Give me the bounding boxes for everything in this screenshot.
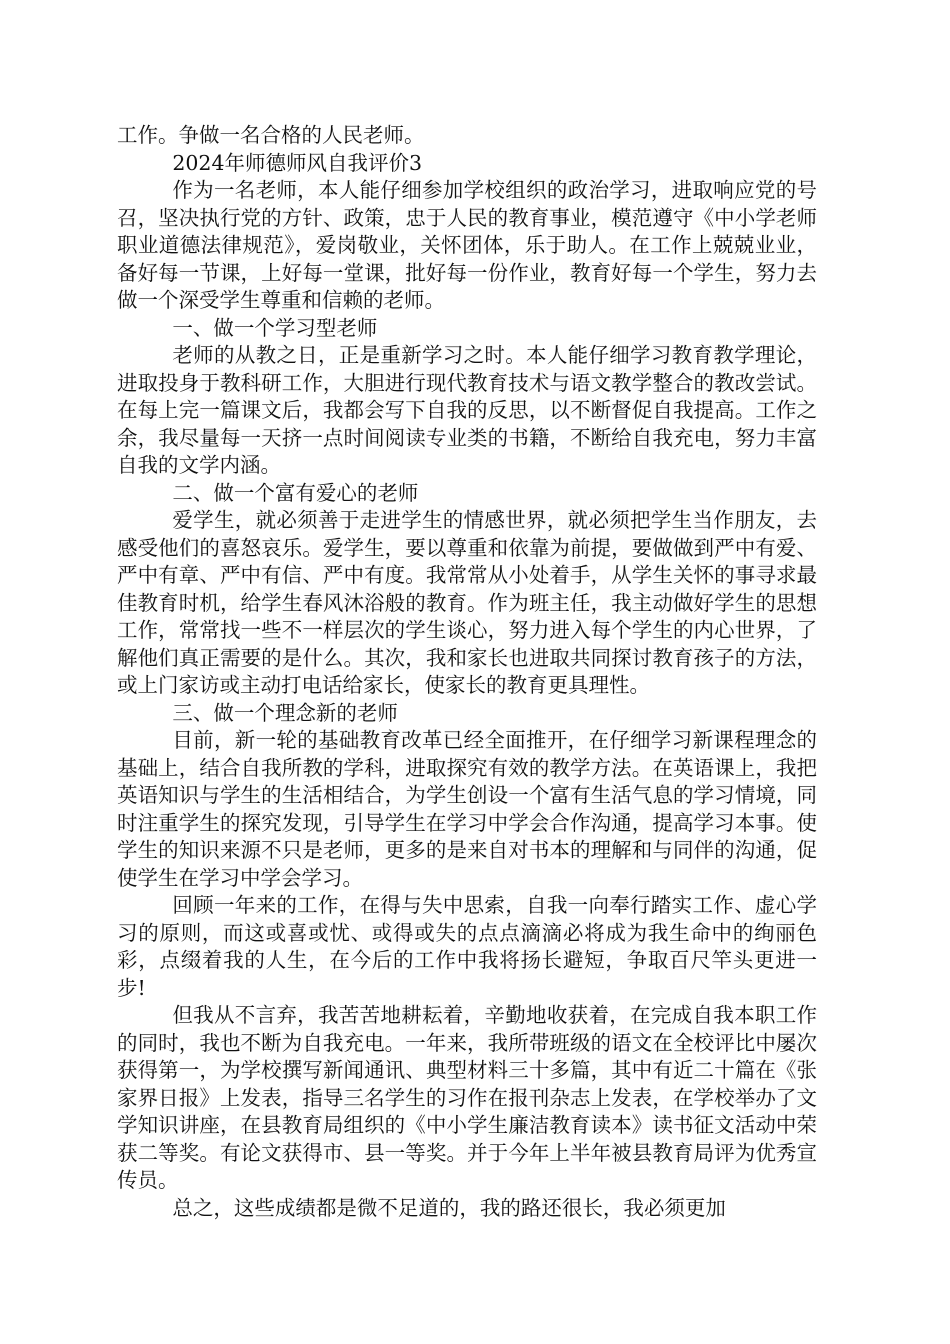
heading-learning-teacher: 一、做一个学习型老师 <box>172 315 378 340</box>
document-body <box>117 122 817 1222</box>
heading-new-concept-teacher: 三、做一个理念新的老师 <box>172 700 398 725</box>
section-title: 2024年师德师风自我评价3 <box>172 150 423 175</box>
paragraph-conclusion: 总之，这些成绩都是微不足道的，我的路还很长，我必须更加 <box>172 1195 726 1220</box>
paragraph-learning: 老师的从教之日，正是重新学习之时。本人能仔细学习教育教学理论，进取投身于教科研工作，大胆进行现代教育技术与语文教学整合的教改尝试。在每上完一篇课文后，我都会写下自我的反思，以不断督促自我提高。工作之余，我尽量每一天挤一点时间阅读专业类的书籍，不断给自我充电，努力丰富自我的文学内涵。 <box>117 343 817 477</box>
heading-caring-teacher: 二、做一个富有爱心的老师 <box>172 480 419 505</box>
paragraph-continuation: 工作。争做一名合格的人民老师。 <box>117 123 425 147</box>
paragraph-intro: 作为一名老师，本人能仔细参加学校组织的政治学习，进取响应党的号召，坚决执行党的方针、政策，忠于人民的教育事业，模范遵守《中小学老师职业道德法律规范》，爱岗敬业，关怀团体，乐于助人。在工作上兢兢业业，备好每一节课，上好每一堂课，批好每一份作业，教育好每一个学生，努力去做一个深受学生尊重和信赖的老师。 <box>117 178 817 312</box>
paragraph-new-concept: 目前，新一轮的基础教育改革已经全面推开，在仔细学习新课程理念的基础上，结合自我所教的学科，进取探究有效的教学方法。在英语课上，我把英语知识与学生的生活相结合，为学生创设一个富有生活气息的学习情境，同时注重学生的探究发现，引导学生在学习中学会合作沟通，提高学习本事。使学生的知识来源不只是老师，更多的是来自对书本的理解和与同伴的沟通，促使学生在学习中学会学习。 <box>117 728 817 890</box>
paragraph-review: 回顾一年来的工作，在得与失中思索，自我一向奉行踏实工作、虚心学习的原则，而这或喜或忧、或得或失的点点滴滴必将成为我生命中的绚丽色彩，点缀着我的人生，在今后的工作中我将扬长避短，争取百尺竿头更进一步! <box>117 893 817 1000</box>
paragraph-achievements: 但我从不言弃，我苦苦地耕耘着，辛勤地收获着，在完成自我本职工作的同时，我也不断为自我充电。一年来，我所带班级的语文在全校评比中屡次获得第一，为学校撰写新闻通讯、典型材料三十多篇，其中有近二十篇在《张家界日报》上发表，指导三名学生的习作在报刊杂志上发表，在学校举办了文学知识讲座，在县教育局组织的《中小学生廉洁教育读本》读书征文活动中荣获二等奖。有论文获得市、县一等奖。并于今年上半年被县教育局评为优秀宣传员。 <box>117 1003 817 1192</box>
paragraph-caring: 爱学生，就必须善于走进学生的情感世界，就必须把学生当作朋友，去感受他们的喜怒哀乐。爱学生，要以尊重和依靠为前提，要做做到严中有爱、严中有章、严中有信、严中有度。我常常从小处着手，从学生关怀的事寻求最佳教育时机，给学生春风沐浴般的教育。作为班主任，我主动做好学生的思想工作，常常找一些不一样层次的学生谈心，努力进入每个学生的内心世界，了解他们真正需要的是什么。其次，我和家长也进取共同探讨教育孩子的方法，或上门家访或主动打电话给家长，使家长的教育更具理性。 <box>117 508 817 697</box>
